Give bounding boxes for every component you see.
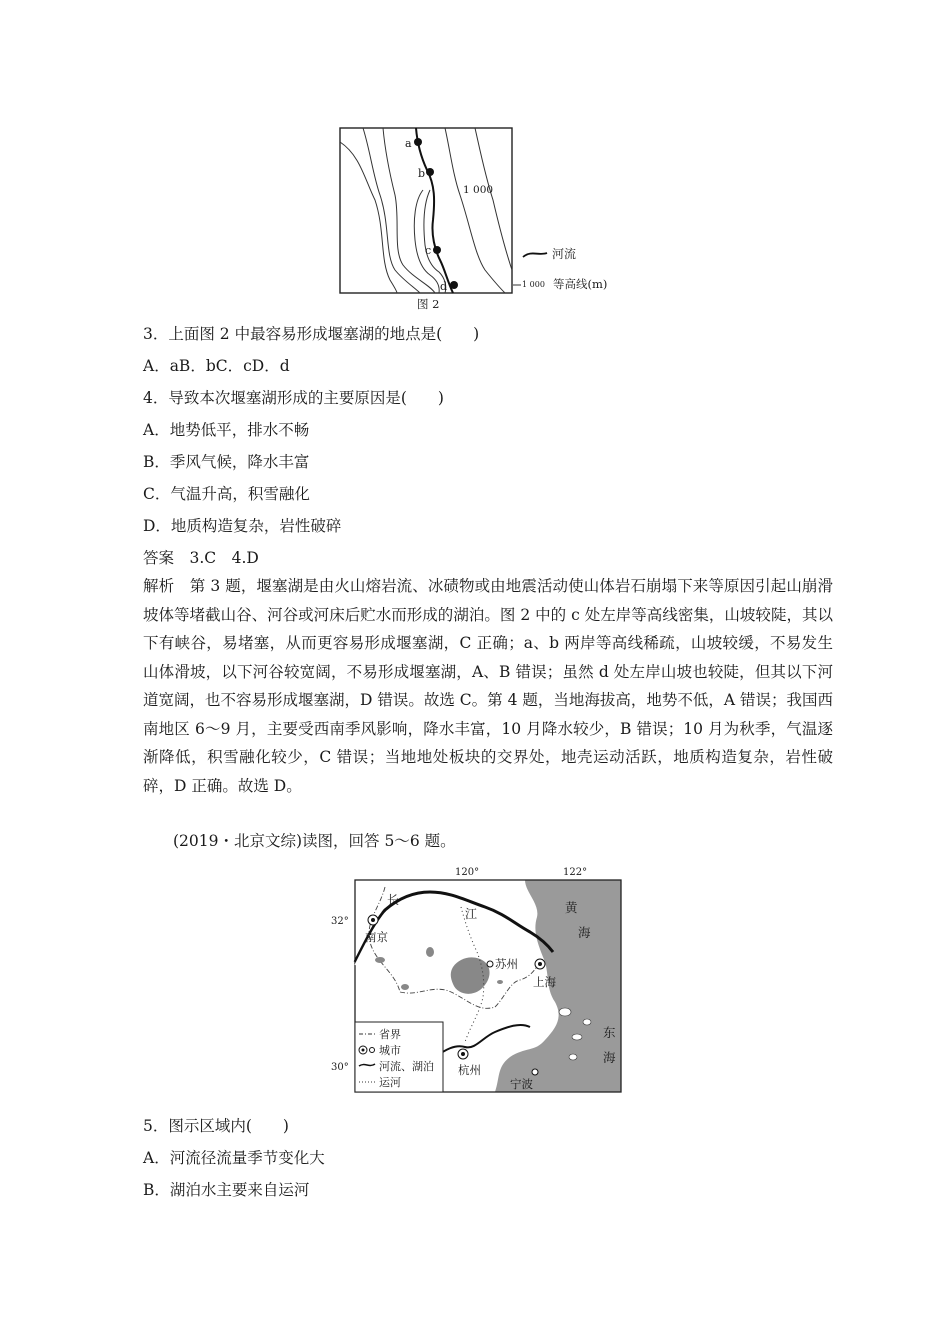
map-frame — [340, 128, 512, 293]
contour-line — [414, 190, 439, 293]
figure-2-contour-map — [335, 120, 625, 315]
point-c-label: c — [425, 244, 432, 257]
question-5-option-a: A．河流径流量季节变化大 — [143, 1149, 325, 1167]
lat-label-30: 30° — [331, 1062, 349, 1073]
island — [569, 1054, 577, 1060]
label-huang: 黄 — [565, 900, 578, 915]
point-c-marker — [433, 246, 441, 254]
point-d-label: d — [440, 280, 448, 293]
contour-line — [363, 128, 420, 293]
lon-label-120: 120° — [455, 867, 480, 878]
intro-questions-5-6: (2019・北京文综)读图，回答 5～6 题。 — [173, 832, 456, 850]
contour-line — [383, 128, 435, 293]
question-4-option-b: B．季风气候，降水丰富 — [143, 453, 310, 471]
island — [572, 1034, 582, 1040]
point-d-marker — [450, 281, 458, 289]
label-jiang: 江 — [465, 907, 478, 921]
question-3-options: A．aB．bC．cD．d — [143, 357, 290, 375]
contour-legend-value: 1 000 — [522, 280, 545, 289]
lake — [401, 984, 409, 990]
question-5-option-b: B．湖泊水主要来自运河 — [143, 1181, 310, 1199]
figure-caption: 图 2 — [417, 297, 440, 311]
yangtze-river — [355, 892, 553, 962]
legend-canal: 运河 — [379, 1076, 401, 1089]
legend-province: 省界 — [379, 1028, 401, 1041]
contour-line — [475, 128, 512, 270]
label-hai-yellow: 海 — [578, 925, 591, 940]
label-shanghai: 上海 — [533, 975, 556, 989]
label-suzhou: 苏州 — [495, 957, 518, 971]
point-b-label: b — [418, 167, 426, 180]
label-ningbo: 宁波 — [510, 1077, 533, 1091]
contour-value-label: 1 000 — [463, 184, 494, 196]
lake — [375, 957, 385, 963]
question-5-stem: 5．图示区域内( ) — [143, 1117, 289, 1135]
legend-city: 城市 — [379, 1044, 401, 1057]
question-4-option-d: D．地质构造复杂，岩性破碎 — [143, 517, 342, 535]
contour-legend-label: 等高线(m) — [553, 277, 608, 291]
label-nanjing: 南京 — [365, 930, 388, 944]
lon-label-122: 122° — [563, 867, 588, 878]
point-b-marker — [426, 168, 434, 176]
question-3-stem: 3．上面图 2 中最容易形成堰塞湖的地点是( ) — [143, 325, 480, 343]
river-legend-symbol — [523, 253, 547, 257]
legend-river-lake: 河流、湖泊 — [379, 1060, 434, 1073]
qiantang-river — [435, 1025, 530, 1057]
label-dong: 东 — [603, 1025, 616, 1040]
island — [559, 1008, 571, 1016]
analysis-paragraph: 解析 第 3 题，堰塞湖是由火山熔岩流、冰碛物或由地震活动使山体岩石崩塌下来等原因引起山崩滑坡体等堵截山谷、河谷或河床后贮水而形成的湖泊。图 2 中的 c 处左岸等高线密集，山坡较陡，其以下有峡谷，易堵塞，从而更容易形成堰塞湖，C 正确；a、b 两岸等高线稀疏，山坡较缓，不易发生山体滑坡，以下河谷较宽阔，不易形成堰塞湖，A、B 错误；虽然 d 处左岸山坡也较陡，但其以下河道宽阔，也不容易形成堰塞湖，D 错误。故选 C。第 4 题，当地海拔高，地势不低，A 错误；我国西南地区 6～9 月，主要受西南季风影响，降水丰富，10 月降水较少，B 错误；10 月为秋季，气温逐渐降低，积雪融化较少，C 错误；当地地处板块的交界处，地壳运动活跃，地质构造复杂，岩性破碎，D 正确。故选 D。 — [143, 577, 833, 795]
lake — [426, 947, 434, 957]
question-4-option-a: A．地势低平，排水不畅 — [143, 421, 310, 439]
yangtze-delta-map — [325, 862, 630, 1094]
answer-line: 答案 3.C 4.D — [143, 549, 259, 567]
province-boundary — [400, 989, 495, 1008]
label-chang: 长 — [387, 893, 400, 907]
lake — [497, 980, 503, 984]
question-4-stem: 4．导致本次堰塞湖形成的主要原因是( ) — [143, 389, 444, 407]
label-hai-east: 海 — [603, 1050, 616, 1065]
island — [583, 1019, 591, 1025]
ningbo-marker — [532, 1069, 538, 1075]
question-4-option-c: C．气温升高，积雪融化 — [143, 485, 310, 503]
suzhou-marker — [487, 961, 493, 967]
point-a-label: a — [405, 137, 412, 150]
label-hangzhou: 杭州 — [458, 1063, 481, 1077]
taihu-lake — [451, 957, 490, 993]
river-legend-label: 河流 — [552, 247, 577, 261]
lat-label-32: 32° — [331, 916, 349, 927]
point-a-marker — [414, 138, 422, 146]
